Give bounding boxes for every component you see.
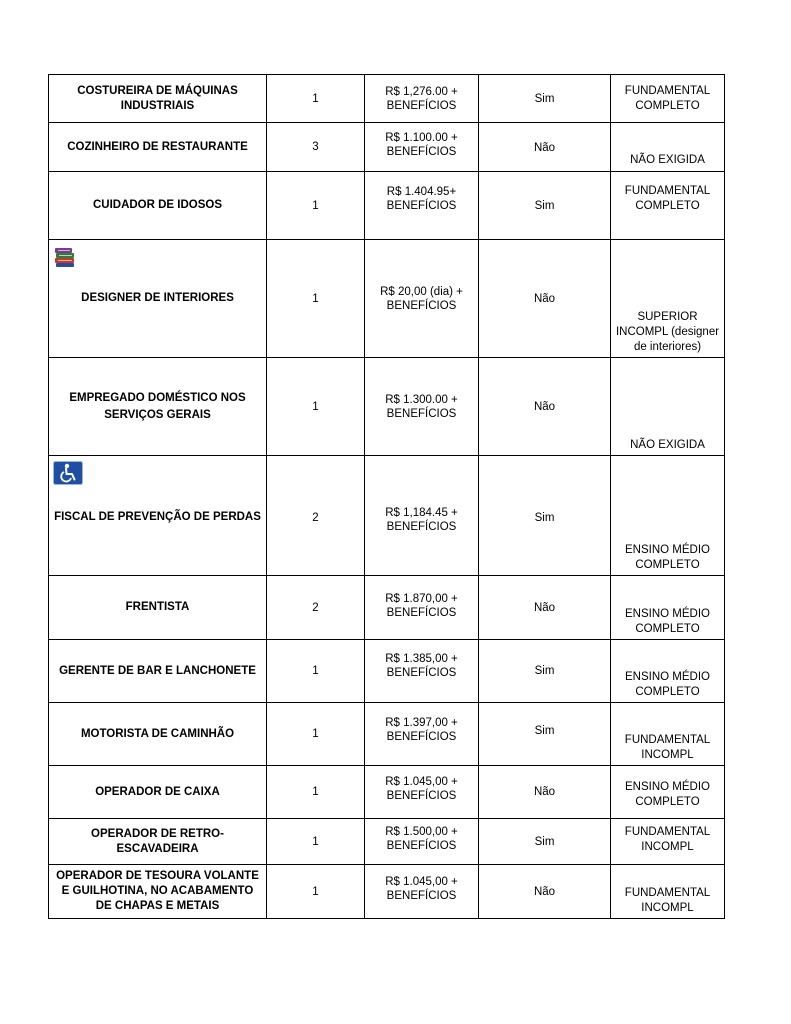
- table-row: [49, 75, 725, 123]
- education-requirement-cell: [611, 358, 725, 456]
- vacancy-count-cell: [267, 172, 365, 240]
- benefit-flag: Não: [533, 292, 556, 305]
- books-icon: [53, 245, 77, 275]
- education-requirement: ENSINO MÉDIO COMPLETO: [625, 780, 710, 808]
- job-title: OPERADOR DE CAIXA: [95, 785, 220, 798]
- education-requirement: FUNDAMENTAL COMPLETO: [624, 84, 711, 112]
- salary: R$ 20,00 (dia) + BENEFÍCIOS: [380, 285, 463, 312]
- job-title-cell: [49, 703, 267, 766]
- table-row: [49, 576, 725, 640]
- vacancy-count: 1: [312, 665, 319, 677]
- salary-cell: [365, 75, 479, 123]
- education-requirement: FUNDAMENTAL INCOMPL: [624, 734, 711, 761]
- job-title-cell: [49, 240, 267, 358]
- vacancy-count: 1: [312, 885, 319, 898]
- benefit-flag-cell: [479, 640, 611, 703]
- education-requirement-cell: [611, 819, 725, 865]
- job-title: CUIDADOR DE IDOSOS: [92, 199, 223, 211]
- job-title: FRENTISTA: [125, 601, 190, 613]
- salary-cell: [365, 358, 479, 456]
- benefit-flag: Não: [533, 885, 556, 898]
- vacancy-count-cell: [267, 819, 365, 865]
- wheelchair-icon: [53, 461, 83, 491]
- benefit-flag-cell: [479, 865, 611, 919]
- education-requirement-cell: [611, 640, 725, 703]
- job-title-cell: [49, 766, 267, 819]
- vacancy-count-cell: [267, 865, 365, 919]
- salary: R$ 1.045,00 + BENEFÍCIOS: [385, 776, 458, 803]
- benefit-flag-cell: [479, 172, 611, 240]
- salary: R$ 1.385,00 + BENEFÍCIOS: [385, 653, 458, 680]
- salary-cell: [365, 456, 479, 576]
- vacancy-count-cell: [267, 640, 365, 703]
- vacancy-count-cell: [267, 240, 365, 358]
- job-title: FISCAL DE PREVENÇÃO DE PERDAS: [54, 511, 261, 524]
- benefit-flag-cell: [479, 766, 611, 819]
- vacancy-count-cell: [267, 358, 365, 456]
- job-title-cell: [49, 123, 267, 172]
- vacancy-count-cell: [267, 766, 365, 819]
- education-requirement: SUPERIOR INCOMPL (designer de interiores): [615, 311, 720, 353]
- job-title: COZINHEIRO DE RESTAURANTE: [67, 140, 248, 153]
- vacancy-count-cell: [267, 703, 365, 766]
- vacancy-count: 1: [312, 199, 319, 212]
- table-row: [49, 172, 725, 240]
- education-requirement-cell: [611, 75, 725, 123]
- benefit-flag: Não: [533, 141, 556, 154]
- benefit-flag-cell: [479, 576, 611, 640]
- salary: R$ 1,276.00 + BENEFÍCIOS: [385, 85, 458, 112]
- table-row: [49, 240, 725, 358]
- vacancy-count: 2: [312, 601, 319, 614]
- salary-cell: [365, 766, 479, 819]
- salary: R$ 1,184.45 + BENEFÍCIOS: [385, 507, 458, 534]
- vacancy-count: 2: [312, 511, 319, 524]
- salary-cell: [365, 819, 479, 865]
- vacancy-count: 1: [312, 400, 319, 413]
- benefit-flag-cell: [479, 75, 611, 123]
- job-title-cell: [49, 456, 267, 576]
- education-requirement: FUNDAMENTAL COMPLETO: [624, 184, 711, 212]
- benefit-flag-cell: [479, 819, 611, 865]
- vacancy-count: 1: [312, 786, 319, 798]
- education-requirement-cell: [611, 172, 725, 240]
- table-row: [49, 703, 725, 766]
- education-requirement-cell: [611, 123, 725, 172]
- salary-cell: [365, 240, 479, 358]
- job-listings-table: [48, 74, 725, 919]
- benefit-flag-cell: [479, 240, 611, 358]
- job-title-cell: [49, 358, 267, 456]
- education-requirement-cell: [611, 456, 725, 576]
- table-row: [49, 766, 725, 819]
- salary-cell: [365, 703, 479, 766]
- salary-cell: [365, 172, 479, 240]
- vacancy-count-cell: [267, 456, 365, 576]
- benefit-flag-cell: [479, 123, 611, 172]
- job-title-cell: [49, 865, 267, 919]
- job-title-cell: [49, 576, 267, 640]
- table-row: [49, 865, 725, 919]
- benefit-flag: Sim: [534, 665, 555, 677]
- table-row: [49, 123, 725, 172]
- vacancy-count-cell: [267, 123, 365, 172]
- job-title: COSTUREIRA DE MÁQUINAS INDUSTRIAIS: [77, 84, 238, 112]
- table-row: [49, 640, 725, 703]
- education-requirement: NÃO EXIGIDA: [630, 438, 705, 451]
- salary: R$ 1.300.00 + BENEFÍCIOS: [385, 393, 458, 420]
- job-title: DESIGNER DE INTERIORES: [81, 292, 234, 304]
- benefit-flag: Não: [533, 786, 556, 798]
- job-title: OPERADOR DE TESOURA VOLANTE E GUILHOTINA, NO ACABAMENTO DE CHAPAS E METAIS: [56, 870, 259, 912]
- benefit-flag: Sim: [534, 724, 555, 737]
- salary-cell: [365, 576, 479, 640]
- education-requirement: FUNDAMENTAL INCOMPL: [624, 826, 711, 854]
- job-title-cell: [49, 640, 267, 703]
- education-requirement: ENSINO MÉDIO COMPLETO: [625, 544, 710, 571]
- vacancy-count-cell: [267, 576, 365, 640]
- salary: R$ 1.100.00 + BENEFÍCIOS: [385, 131, 458, 158]
- vacancy-count: 3: [312, 141, 319, 153]
- job-title: MOTORISTA DE CAMINHÃO: [80, 727, 235, 740]
- salary: R$ 1.397,00 + BENEFÍCIOS: [385, 716, 458, 743]
- education-requirement-cell: [611, 703, 725, 766]
- job-title-cell: [49, 819, 267, 865]
- education-requirement-cell: [611, 576, 725, 640]
- salary: R$ 1.404.95+ BENEFÍCIOS: [386, 185, 457, 212]
- benefit-flag: Sim: [534, 835, 555, 848]
- salary-cell: [365, 123, 479, 172]
- salary-cell: [365, 640, 479, 703]
- benefit-flag: Não: [533, 400, 556, 413]
- table-row: [49, 358, 725, 456]
- education-requirement-cell: [611, 865, 725, 919]
- salary-cell: [365, 865, 479, 919]
- job-title-cell: [49, 75, 267, 123]
- job-title: OPERADOR DE RETRO-ESCAVADEIRA: [91, 827, 224, 855]
- salary: R$ 1.870,00 + BENEFÍCIOS: [385, 593, 458, 620]
- benefit-flag: Sim: [534, 199, 555, 212]
- education-requirement: NÃO EXIGIDA: [630, 153, 705, 166]
- education-requirement: FUNDAMENTAL INCOMPL: [624, 887, 711, 914]
- vacancy-count: 1: [312, 292, 319, 305]
- job-title-cell: [49, 172, 267, 240]
- benefit-flag-cell: [479, 358, 611, 456]
- education-requirement-cell: [611, 766, 725, 819]
- benefit-flag: Não: [533, 601, 556, 614]
- job-title: EMPREGADO DOMÉSTICO NOS SERVIÇOS GERAIS: [69, 391, 246, 421]
- table-row: [49, 819, 725, 865]
- benefit-flag-cell: [479, 703, 611, 766]
- job-title: GERENTE DE BAR E LANCHONETE: [59, 664, 256, 677]
- benefit-flag: Sim: [534, 511, 555, 524]
- table-row: [49, 456, 725, 576]
- education-requirement: ENSINO MÉDIO COMPLETO: [625, 671, 710, 698]
- vacancy-count: 1: [312, 728, 319, 740]
- benefit-flag: Sim: [534, 92, 555, 105]
- education-requirement: ENSINO MÉDIO COMPLETO: [625, 607, 710, 635]
- vacancy-count-cell: [267, 75, 365, 123]
- vacancy-count: 1: [312, 835, 319, 848]
- salary: R$ 1.045,00 + BENEFÍCIOS: [385, 875, 458, 902]
- benefit-flag-cell: [479, 456, 611, 576]
- vacancy-count: 1: [312, 92, 319, 105]
- salary: R$ 1.500,00 + BENEFÍCIOS: [385, 826, 458, 853]
- education-requirement-cell: [611, 240, 725, 358]
